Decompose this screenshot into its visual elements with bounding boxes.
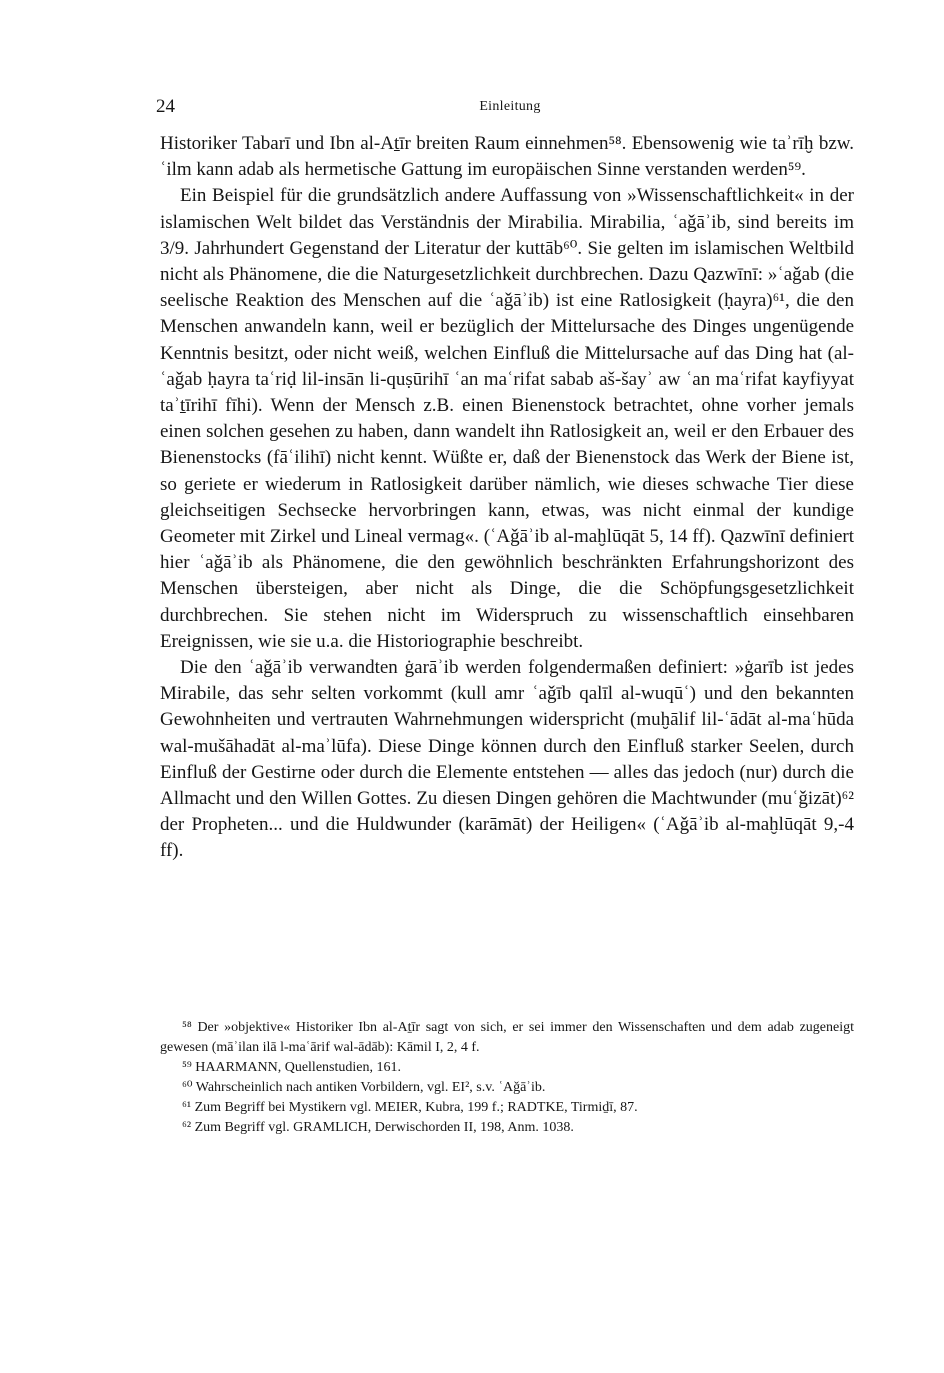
footnote: ⁶² Zum Begriff vgl. GRAMLICH, Derwischorden II, 198, Anm. 1038. [182,1120,574,1135]
paragraph: Ein Beispiel für die grundsätzlich andere Auffassung von »Wissenschaftlichkeit« in der islamischen Welt bildet das Verständnis der Mirabilia. Mirabilia, ʿaǧāʾib, sind bereits im 3/9. Jahrhundert Gegenstand der Literatur der kuttāb⁶⁰. Sie gelten im islamischen Weltbild nicht als Phänomene, die die Naturgesetzlichkeit durchbrechen. Dazu Qazwīnī: »ʿaǧab (die seelische Reaktion des Menschen auf die ʿaǧāʾib) ist eine Ratlosigkeit (ḥayra)⁶¹, die den Menschen anwandeln kann, weil er bezüglich der Mittelursache des Dinges ungenügende Kenntnis besitzt, oder nicht weiß, welchen Einfluß die Mittelursache auf das Ding hat (al-ʿaǧab ḥayra taʿriḍ lil-insān li-quṣūrihī ʿan maʿrifat sabab aš-šayʾ aw ʿan maʿrifat kayfiyyat taʾṯīrihī fīhi). Wenn der Mensch z.B. einen Bienenstock betrachtet, ohne vorher jemals einen solchen gesehen zu haben, dann wandelt ihn Ratlosigkeit an, weil er den Erbauer des Bienenstocks (fāʿilihī) nicht kennt. Wüßte er, daß der Bienenstock das Werk der Biene ist, so geriete er wiederum in Ratlosigkeit darüber nämlich, wie dieses schwache Tier diese gleichseitigen Sechsecke hervorbringen kann, etwas, was nicht einmal der kundige Geometer mit Zirkel und Lineal vermag«. (ʿAǧāʾib al-maḫlūqāt 5, 14 ff). Qazwīnī definiert hier ʿaǧāʾib als Phänomene, die den gewöhnlich beschränkten Erfahrungshorizont des Menschen übersteigen, aber nicht als Dinge, die die Schöpfungsgesetzlichkeit durchbrechen. Sie stehen nicht im Widerspruch zu wissenschaftlich einsehbaren Ereignissen, wie sie u.a. die Historiographie beschreibt. [160,185,854,652]
page-header [156,96,860,120]
running-head: Einleitung [479,99,541,114]
footnote: ⁶¹ Zum Begriff bei Mystikern vgl. MEIER, Kubra, 199 f.; RADTKE, Tirmiḏī, 87. [182,1100,638,1115]
footnote: ⁵⁸ Der »objektive« Historiker Ibn al-Aṯīr sagt von sich, er sei immer den Wissenschaften und dem adab zugeneigt gewesen (māʾilan ilā l-maʿārif wal-ādāb): Kāmil I, 2, 4 f. [160,1020,854,1055]
footnote: ⁶⁰ Wahrscheinlich nach antiken Vorbildern, vgl. EI², s.v. ʿAǧāʾib. [182,1080,546,1095]
page-number: 24 [156,96,175,117]
footnotes [160,1018,854,1138]
paragraph: Die den ʿaǧāʾib verwandten ġarāʾib werden folgendermaßen definiert: »ġarīb ist jedes Mirabile, das sehr selten vorkommt (kull amr ʿaǧīb qalīl al-wuqūʿ) und den bekannten Gewohnheiten und vertrauten Wahrnehmungen widerspricht (muḫālif lil-ʿādāt al-maʿhūda wal-mušāhadāt al-maʾlūfa). Diese Dinge können durch den Einfluß starker Seelen, durch Einfluß der Gestirne oder durch die Elemente entstehen — alles das jedoch (nur) durch die Allmacht und den Willen Gottes. Zu diesen Dingen gehören die Machtwunder (muʿǧizāt)⁶² der Propheten... und die Huldwunder (karāmāt) der Heiligen« (ʿAǧāʾib al-maḫlūqāt 9,-4 ff). [160,657,854,862]
footnote: ⁵⁹ HAARMANN, Quellenstudien, 161. [182,1060,401,1075]
paragraph: Historiker Tabarī und Ibn al-Aṯīr breiten Raum einnehmen⁵⁸. Ebensowenig wie taʾrīḫ bzw. ʿilm kann adab als hermetische Gattung im europäischen Sinne verstanden werden⁵⁹. [160,133,854,181]
body-text [160,131,854,865]
